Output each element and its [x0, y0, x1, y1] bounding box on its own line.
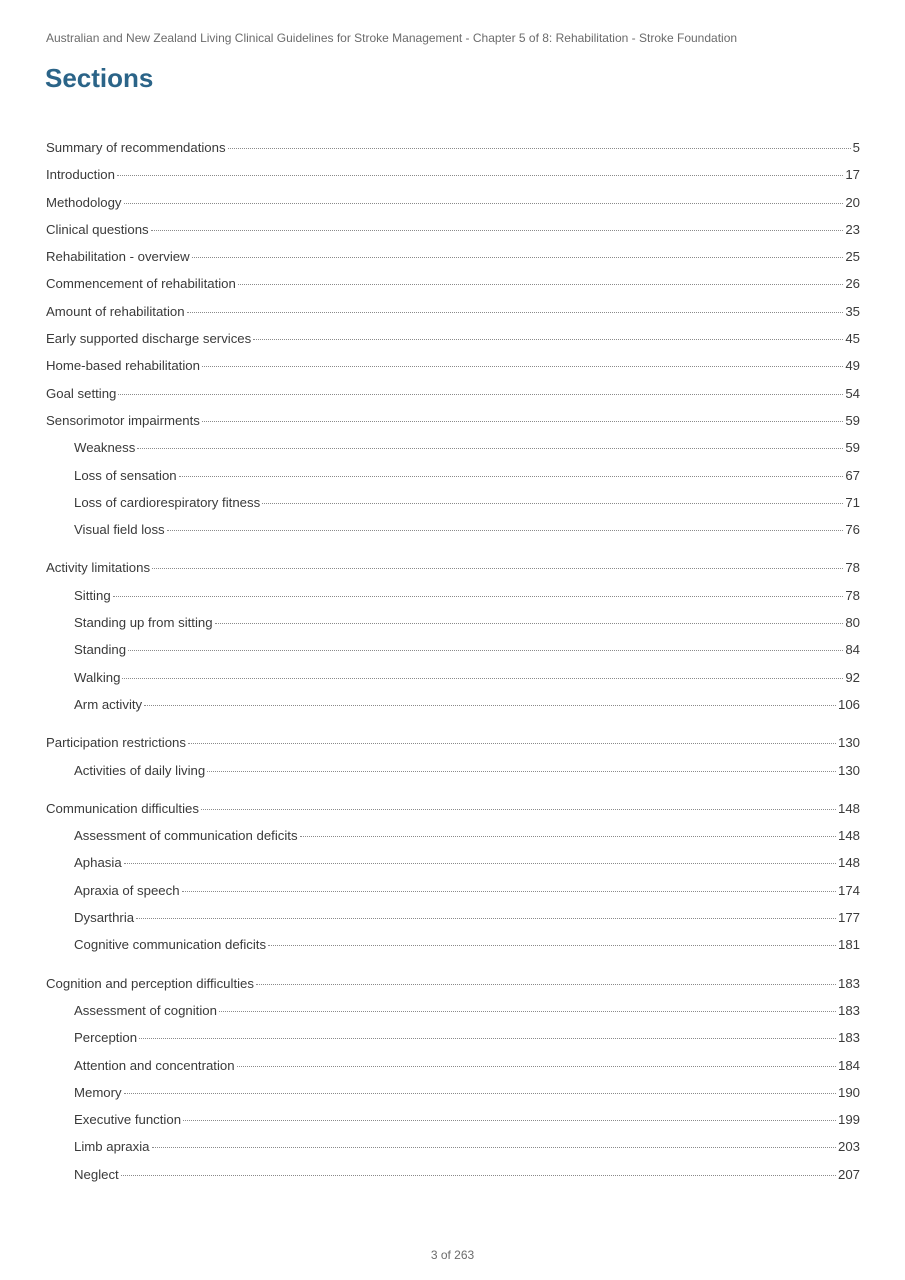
toc-entry-page-number: 45 — [845, 331, 860, 347]
dot-leader — [151, 230, 844, 231]
dot-leader — [202, 421, 843, 422]
toc-section-entry[interactable] — [46, 222, 860, 249]
toc-entry-page-number: 183 — [837, 1002, 860, 1018]
toc-entry-label: Early supported discharge services — [46, 331, 252, 347]
toc-subsection-entry[interactable] — [46, 855, 860, 882]
toc-section-entry[interactable] — [46, 386, 860, 413]
dot-leader — [237, 1066, 836, 1067]
toc-entry-label: Sensorimotor impairments — [46, 412, 200, 428]
toc-entry-label: Dysarthria — [74, 910, 135, 926]
dot-leader — [300, 836, 836, 837]
dot-leader — [113, 596, 844, 597]
toc-entry-page-number: 80 — [845, 615, 860, 631]
toc-entry-label: Activity limitations — [46, 560, 151, 576]
toc-entry-label: Cognition and perception difficulties — [46, 975, 254, 991]
toc-entry-label: Limb apraxia — [74, 1139, 150, 1155]
toc-section-entry[interactable] — [46, 249, 860, 276]
toc-subsection-entry[interactable] — [46, 1112, 860, 1139]
toc-entry-page-number: 49 — [845, 358, 860, 374]
toc-entry-page-number: 54 — [845, 385, 860, 401]
running-header: Australian and New Zealand Living Clinical Guidelines for Stroke Management - Chapter 5 of 8: Rehabilitation - Stroke Foundation — [46, 31, 738, 45]
page-title: Sections — [45, 63, 154, 93]
toc-entry-page-number: 130 — [837, 735, 860, 751]
toc-subsection-entry[interactable] — [46, 468, 860, 495]
toc-entry-label: Standing — [74, 642, 127, 658]
toc-entry-label: Perception — [74, 1030, 138, 1046]
dot-leader — [167, 530, 844, 531]
toc-entry-page-number: 184 — [837, 1057, 860, 1073]
dot-leader — [256, 984, 836, 985]
toc-entry-page-number: 148 — [837, 855, 860, 871]
toc-entry-page-number: 203 — [837, 1139, 860, 1155]
toc-entry-page-number: 207 — [837, 1166, 860, 1182]
dot-leader — [124, 863, 836, 864]
dot-leader — [192, 257, 844, 258]
table-of-contents — [46, 140, 860, 1194]
toc-entry-page-number: 183 — [837, 1030, 860, 1046]
toc-entry-page-number: 177 — [837, 910, 860, 926]
toc-entry-label: Apraxia of speech — [74, 882, 180, 898]
toc-entry-label: Aphasia — [74, 855, 122, 871]
toc-entry-label: Activities of daily living — [74, 762, 206, 778]
dot-leader — [201, 809, 836, 810]
toc-entry-page-number: 183 — [837, 975, 860, 991]
dot-leader — [122, 678, 843, 679]
dot-leader — [152, 568, 843, 569]
toc-entry-label: Amount of rehabilitation — [46, 303, 185, 319]
dot-leader — [179, 476, 844, 477]
toc-subsection-entry[interactable] — [46, 440, 860, 467]
toc-entry-label: Methodology — [46, 194, 122, 210]
toc-entry-label: Loss of cardiorespiratory fitness — [74, 494, 261, 510]
toc-subsection-entry[interactable] — [46, 522, 860, 549]
toc-subsection-entry[interactable] — [46, 1085, 860, 1112]
toc-entry-page-number: 181 — [837, 937, 860, 953]
toc-entry-label: Weakness — [74, 440, 136, 456]
dot-leader — [253, 339, 843, 340]
toc-entry-page-number: 78 — [845, 587, 860, 603]
toc-subsection-entry[interactable] — [46, 828, 860, 855]
toc-entry-page-number: 84 — [845, 642, 860, 658]
toc-entry-page-number: 67 — [845, 467, 860, 483]
dot-leader — [215, 623, 844, 624]
dot-leader — [136, 918, 836, 919]
toc-entry-label: Assessment of cognition — [74, 1002, 217, 1018]
toc-section-entry[interactable] — [46, 195, 860, 222]
toc-entry-page-number: 17 — [845, 167, 860, 183]
toc-section-entry[interactable] — [46, 735, 860, 762]
dot-leader — [238, 284, 843, 285]
toc-entry-label: Rehabilitation - overview — [46, 249, 190, 265]
dot-leader — [118, 394, 843, 395]
toc-entry-label: Attention and concentration — [74, 1057, 235, 1073]
toc-entry-page-number: 35 — [845, 303, 860, 319]
toc-entry-label: Home-based rehabilitation — [46, 358, 200, 374]
toc-entry-label: Loss of sensation — [74, 467, 177, 483]
dot-leader — [128, 650, 843, 651]
toc-section-entry[interactable] — [46, 140, 860, 167]
dot-leader — [188, 743, 836, 744]
toc-subsection-entry[interactable] — [46, 763, 860, 790]
toc-entry-page-number: 190 — [837, 1084, 860, 1100]
dot-leader — [144, 705, 836, 706]
dot-leader — [124, 203, 844, 204]
dot-leader — [187, 312, 844, 313]
toc-entry-label: Standing up from sitting — [74, 615, 213, 631]
toc-entry-label: Walking — [74, 669, 121, 685]
toc-subsection-entry[interactable] — [46, 642, 860, 669]
toc-subsection-entry[interactable] — [46, 1058, 860, 1085]
toc-subsection-entry[interactable] — [46, 588, 860, 615]
dot-leader — [124, 1093, 836, 1094]
dot-leader — [139, 1038, 836, 1039]
toc-subsection-entry[interactable] — [46, 910, 860, 937]
toc-entry-page-number: 106 — [837, 696, 860, 712]
dot-leader — [268, 945, 836, 946]
toc-subsection-entry[interactable] — [46, 615, 860, 642]
toc-subsection-entry[interactable] — [46, 937, 860, 964]
toc-section-entry[interactable] — [46, 358, 860, 385]
toc-entry-label: Summary of recommendations — [46, 140, 226, 155]
dot-leader — [182, 891, 836, 892]
toc-entry-label: Clinical questions — [46, 221, 149, 237]
dot-leader — [219, 1011, 836, 1012]
dot-leader — [228, 148, 851, 149]
toc-entry-page-number: 26 — [845, 276, 860, 292]
toc-entry-page-number: 148 — [837, 800, 860, 816]
toc-entry-label: Communication difficulties — [46, 800, 199, 816]
toc-entry-label: Commencement of rehabilitation — [46, 276, 236, 292]
toc-subsection-entry[interactable] — [46, 697, 860, 724]
toc-entry-page-number: 25 — [845, 249, 860, 265]
toc-entry-page-number: 199 — [837, 1112, 860, 1128]
toc-entry-label: Executive function — [74, 1112, 182, 1128]
toc-entry-label: Memory — [74, 1084, 122, 1100]
dot-leader — [117, 175, 843, 176]
toc-section-entry[interactable] — [46, 976, 860, 1003]
dot-leader — [262, 503, 843, 504]
dot-leader — [137, 448, 843, 449]
toc-subsection-entry[interactable] — [46, 1030, 860, 1057]
toc-section-entry[interactable] — [46, 801, 860, 828]
toc-subsection-entry[interactable] — [46, 1003, 860, 1030]
toc-section-entry[interactable] — [46, 560, 860, 587]
dot-leader — [202, 366, 843, 367]
toc-entry-page-number: 20 — [845, 194, 860, 210]
toc-entry-label: Cognitive communication deficits — [74, 937, 267, 953]
toc-entry-label: Visual field loss — [74, 522, 165, 538]
toc-entry-label: Goal setting — [46, 385, 117, 401]
toc-entry-label: Sitting — [74, 587, 111, 603]
toc-entry-page-number: 92 — [845, 669, 860, 685]
toc-section-entry[interactable] — [46, 413, 860, 440]
toc-section-entry[interactable] — [46, 167, 860, 194]
toc-entry-page-number: 23 — [845, 221, 860, 237]
toc-entry-page-number: 174 — [837, 882, 860, 898]
toc-section-entry[interactable] — [46, 304, 860, 331]
toc-entry-page-number: 76 — [845, 522, 860, 538]
toc-entry-label: Arm activity — [74, 696, 143, 712]
page-number: 3 of 263 — [430, 1248, 475, 1262]
dot-leader — [207, 771, 836, 772]
toc-entry-label: Neglect — [74, 1166, 119, 1182]
toc-entry-page-number: 78 — [845, 560, 860, 576]
toc-subsection-entry[interactable] — [46, 670, 860, 697]
toc-entry-page-number: 71 — [845, 494, 860, 510]
toc-subsection-entry[interactable] — [46, 883, 860, 910]
toc-subsection-entry[interactable] — [46, 1167, 860, 1194]
toc-entry-page-number: 148 — [837, 828, 860, 844]
toc-entry-page-number: 130 — [837, 762, 860, 778]
toc-entry-page-number: 5 — [852, 140, 860, 155]
toc-entry-label: Participation restrictions — [46, 735, 186, 751]
toc-entry-page-number: 59 — [845, 412, 860, 428]
toc-section-entry[interactable] — [46, 331, 860, 358]
dot-leader — [183, 1120, 836, 1121]
dot-leader — [121, 1175, 836, 1176]
toc-subsection-entry[interactable] — [46, 495, 860, 522]
toc-entry-label: Introduction — [46, 167, 115, 183]
dot-leader — [152, 1147, 836, 1148]
toc-entry-label: Assessment of communication deficits — [74, 828, 298, 844]
toc-section-entry[interactable] — [46, 276, 860, 303]
toc-entry-page-number: 59 — [845, 440, 860, 456]
toc-subsection-entry[interactable] — [46, 1139, 860, 1166]
